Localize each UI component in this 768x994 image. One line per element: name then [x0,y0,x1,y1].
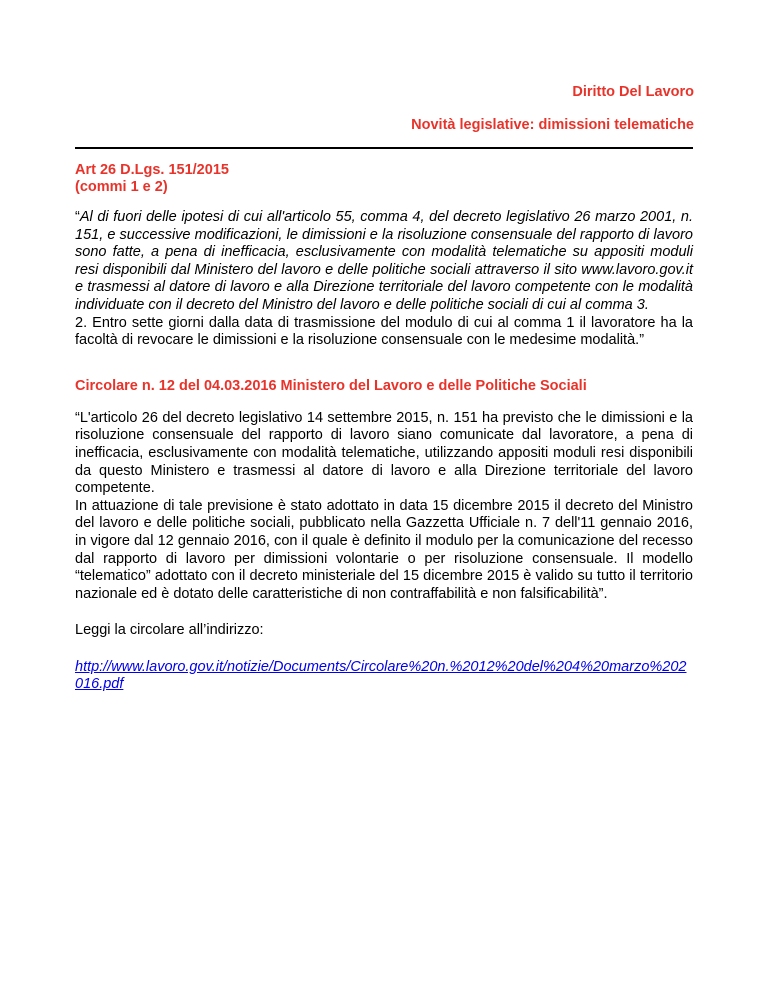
read-circolare-label: Leggi la circolare all’indirizzo: [75,622,264,639]
article-quote-para2 [75,315,693,350]
circolare-para1: “L'articolo 26 del decreto legislativo 14 settembre 2015, n. 151 ha previsto che le dimissioni e la risoluzione consensuale del rapporto di lavoro siano comunicate dal lavoratore, a pena di inefficacia, esclusivamente con modalità telematiche, utilizzando appositi moduli resi disponibili da questo Ministero e trasmessi al datore di lavoro e alla Direzione territoriale del lavoro competente. [75,409,693,497]
article-title-line1: Art 26 D.Lgs. 151/2015 [75,162,229,178]
article-title [75,162,693,196]
circolare-title: Circolare n. 12 del 04.03.2016 Ministero del Lavoro e delle Politiche Sociali [75,377,587,394]
quote-close-mark: ” [639,332,645,349]
circolare-link[interactable]: http://www.lavoro.gov.it/notizie/Documents/Circolare%20n.%2012%20del%204%20marzo%202016.pdf [75,658,687,693]
header-topic: Novità legislative: dimissioni telematiche [411,117,694,133]
article-title-line2: (commi 1 e 2) [75,179,168,195]
document-body [75,162,693,694]
circolare-para2: In attuazione di tale previsione è stato adottato in data 15 dicembre 2015 il decreto del Ministro del lavoro e delle politiche sociali, pubblicato nella Gazzetta Ufficiale n. 7 dell'11 gennaio 2016, in vigore dal 12 gennaio 2016, con il quale è definito il modulo per la comunicazione del recesso dal rapporto di lavoro per dimissioni volontarie o per risoluzione consensuale. Il modello “telematico” adottato con il decreto ministeriale del 15 dicembre 2015 è valido su tutto il territorio nazionale ed è dotato delle caratteristiche di non contraffabilità e non falsificabilità”. [75,497,693,602]
article-para2-text: 2. Entro sette giorni dalla data di trasmissione del modulo di cui al comma 1 il lavoratore ha la facoltà di revocare le dimissioni e la risoluzione consensuale con le medesime modalità. [75,314,693,349]
header-subject: Diritto Del Lavoro [572,84,694,100]
article-para1-text: Al di fuori delle ipotesi di cui all'articolo 55, comma 4, del decreto legislativo 26 marzo 2001, n. 151, e successive modificazioni, le dimissioni e la risoluzione consensuale del rapporto di lavoro sono fatte, a pena di inefficacia, esclusivamente con modalità telematiche su appositi moduli resi disponibili dal Ministero del lavoro e delle politiche sociali attraverso il sito www.lavoro.gov.it e trasmessi al datore di lavoro e alla Direzione territoriale del lavoro competente con le modalità individuate con il decreto del Ministro del lavoro e delle politiche sociali di cui al comma 3. [75,209,693,313]
quote-open-mark: “ [75,209,80,225]
article-quote-para1 [75,209,693,315]
header-divider [75,147,693,149]
